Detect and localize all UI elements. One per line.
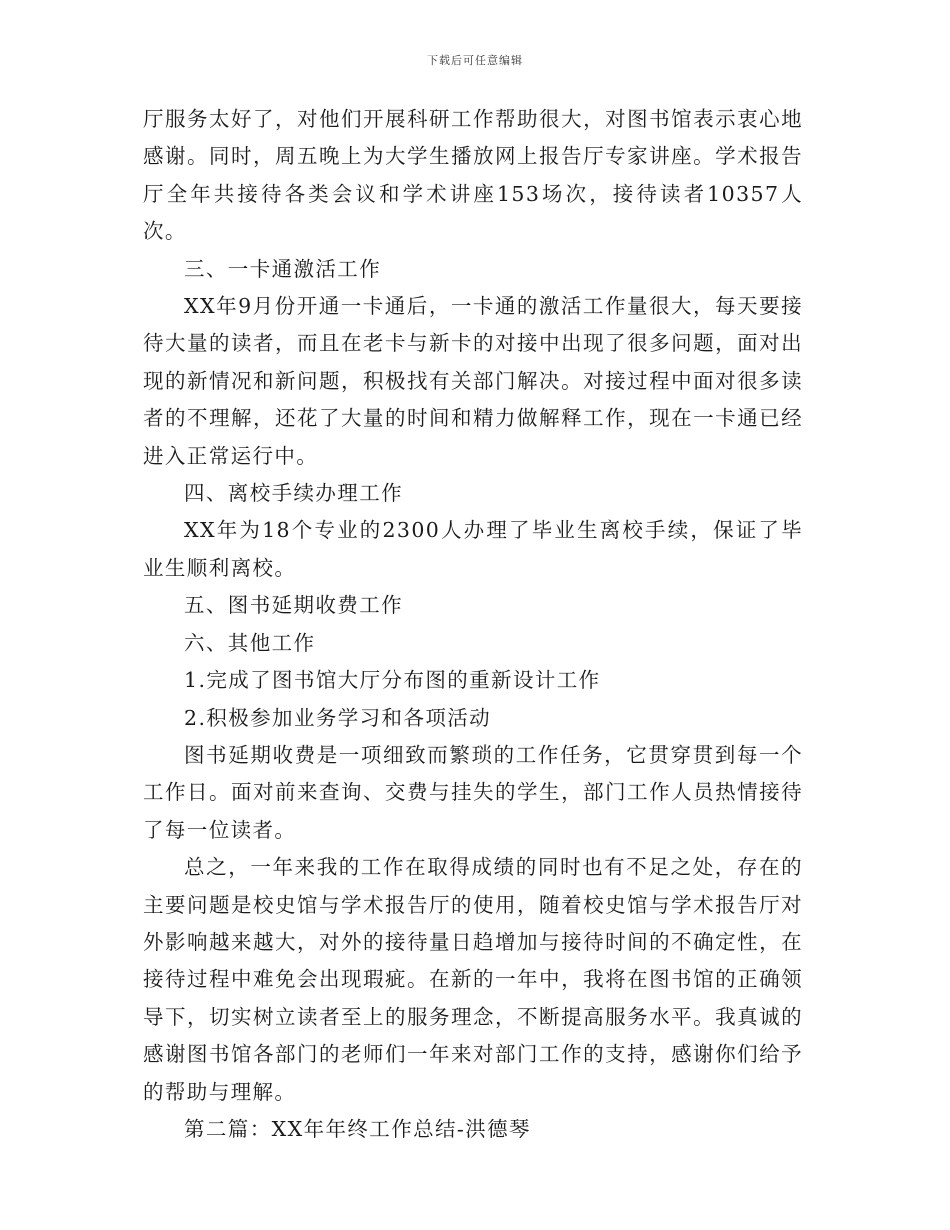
document-body xyxy=(143,101,803,1148)
paragraph-summary: 总之，一年来我的工作在取得成绩的同时也有不足之处，存在的主要问题是校史馆与学术报告厅的使用，随着校史馆与学术报告厅对外影响越来越大，对外的接待量日趋增加与接待时间的不确定性，在接待过程中难免会出现瑕疵。在新的一年中，我将在图书馆的正确领导下，切实树立读者至上的服务理念，不断提高服务水平。我真诚的感谢图书馆各部门的老师们一年来对部门工作的支持，感谢你们给予的帮助与理解。 xyxy=(143,855,803,1104)
list-item-2: 2.积极参加业务学习和各项活动 xyxy=(184,705,492,730)
paragraph-continuation: 厅服务太好了，对他们开展科研工作帮助很大，对图书馆表示衷心地感谢。同时，周五晚上为大学生播放网上报告厅专家讲座。学术报告厅全年共接待各类会议和学术讲座153场次，接待读者10357人次。 xyxy=(143,107,803,244)
section-heading-6: 六、其他工作 xyxy=(184,630,316,655)
paragraph-late-fees: 图书延期收费是一项细致而繁琐的工作任务，它贯穿贯到每一个工作日。面对前来查询、交费与挂失的学生，部门工作人员热情接待了每一位读者。 xyxy=(143,742,803,842)
page-header-note: 下载后可任意编辑 xyxy=(427,54,523,67)
list-item-1: 1.完成了图书馆大厅分布图的重新设计工作 xyxy=(184,668,601,693)
section-heading-4: 四、离校手续办理工作 xyxy=(184,481,403,506)
section-heading-3: 三、一卡通激活工作 xyxy=(184,256,382,281)
paragraph-graduation: XX年为18个专业的2300人办理了毕业生离校手续，保证了毕业生顺利离校。 xyxy=(143,518,803,580)
section-heading-5: 五、图书延期收费工作 xyxy=(184,593,403,618)
paragraph-card-activation: XX年9月份开通一卡通后，一卡通的激活工作量很大，每天要接待大量的读者，而且在老卡与新卡的对接中出现了很多问题，面对出现的新情况和新问题，积极找有关部门解决。对接过程中面对很多读者的不理解，还花了大量的时间和精力做解释工作，现在一卡通已经进入正常运行中。 xyxy=(143,294,803,468)
second-article-title: 第二篇：XX年年终工作总结-洪德琴 xyxy=(184,1116,531,1141)
